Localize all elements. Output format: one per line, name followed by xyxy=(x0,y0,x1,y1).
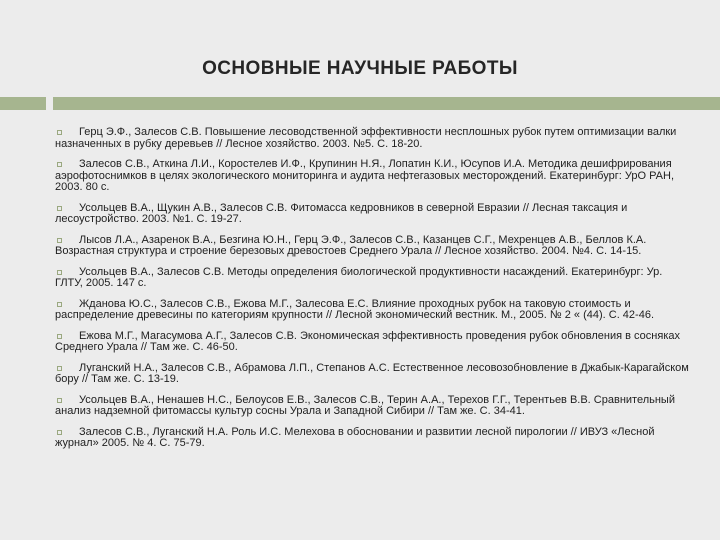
square-bullet-icon xyxy=(57,206,62,211)
slide-title: ОСНОВНЫЕ НАУЧНЫЕ РАБОТЫ xyxy=(202,58,518,79)
reference-item xyxy=(55,331,691,354)
square-bullet-icon xyxy=(57,430,62,435)
square-bullet-icon xyxy=(57,130,62,135)
reference-text: Жданова Ю.С., Залесов С.В., Ежова М.Г., Залесова Е.С. Влияние проходных рубок на таковую стоимость и распределение древесины по категориям крупности // Лесной экономический вестник. М., 2005. № 2 « (44). С. 42-46. xyxy=(55,297,655,321)
square-bullet-icon xyxy=(57,302,62,307)
reference-item xyxy=(55,235,691,258)
reference-item xyxy=(55,203,691,226)
reference-text: Ежова М.Г., Магасумова А.Г., Залесов С.В. Экономическая эффективность проведения рубок обновления в сосняках Среднего Урала // Там же. С. 46-50. xyxy=(55,329,680,353)
reference-item xyxy=(55,427,691,450)
reference-item xyxy=(55,363,691,386)
reference-text: Луганский Н.А., Залесов С.В., Абрамова Л.П., Степанов А.С. Естественное лесовозобновление в Джабык-Карагайском бору // Там же. С. 13-19. xyxy=(55,361,689,385)
reference-item xyxy=(55,395,691,418)
reference-item xyxy=(55,267,691,290)
square-bullet-icon xyxy=(57,270,62,275)
references-list xyxy=(55,127,691,459)
accent-bar-left xyxy=(0,97,46,110)
reference-text: Усольцев В.А., Ненашев Н.С., Белоусов Е.В., Залесов С.В., Терин А.А., Терехов Г.Г., Терентьев В.В. Сравнительный анализ надземной фитомассы культур сосны Урала и Западной Сибири // Там же. С. 34-41. xyxy=(55,393,675,417)
square-bullet-icon xyxy=(57,162,62,167)
square-bullet-icon xyxy=(57,334,62,339)
reference-text: Усольцев В.А., Щукин А.В., Залесов С.В. Фитомасса кедровников в северной Евразии // Лесная таксация и лесоустройство. 2003. №1. С. 19-27. xyxy=(55,201,628,225)
reference-item xyxy=(55,299,691,322)
reference-item xyxy=(55,159,691,194)
square-bullet-icon xyxy=(57,398,62,403)
reference-text: Лысов Л.А., Азаренок В.А., Безгина Ю.Н., Герц Э.Ф., Залесов С.В., Казанцев С.Г., Мехренцев А.В., Беллов К.А. Возрастная структура и строение березовых древостоев Среднего Урала // Лесное хозяйство. 2004. №4. С. 14-15. xyxy=(55,233,647,257)
accent-bar-right xyxy=(53,97,720,110)
reference-item xyxy=(55,127,691,150)
square-bullet-icon xyxy=(57,366,62,371)
reference-text: Залесов С.В., Аткина Л.И., Коростелев И.Ф., Крупинин Н.Я., Лопатин К.И., Юсупов И.А. Методика дешифрирования аэрофотоснимков в целях экологического мониторинга и аудита нефтегазовых месторождений. Екатеринбург: УрО РАН, 2003. 80 с. xyxy=(55,158,675,193)
square-bullet-icon xyxy=(57,238,62,243)
reference-text: Герц Э.Ф., Залесов С.В. Повышение лесоводственной эффективности несплошных рубок путем оптимизации валки назначенных в рубку деревьев // Лесное хозяйство. 2003. №5. С. 18-20. xyxy=(55,126,677,150)
reference-text: Усольцев В.А., Залесов С.В. Методы определения биологической продуктивности насаждений. Екатеринбург: Ур. ГЛТУ, 2005. 147 с. xyxy=(55,265,663,289)
reference-text: Залесов С.В., Луганский Н.А. Роль И.С. Мелехова в обосновании и развитии лесной пирологии // ИВУЗ «Лесной журнал» 2005. № 4. С. 75-79. xyxy=(55,425,655,449)
